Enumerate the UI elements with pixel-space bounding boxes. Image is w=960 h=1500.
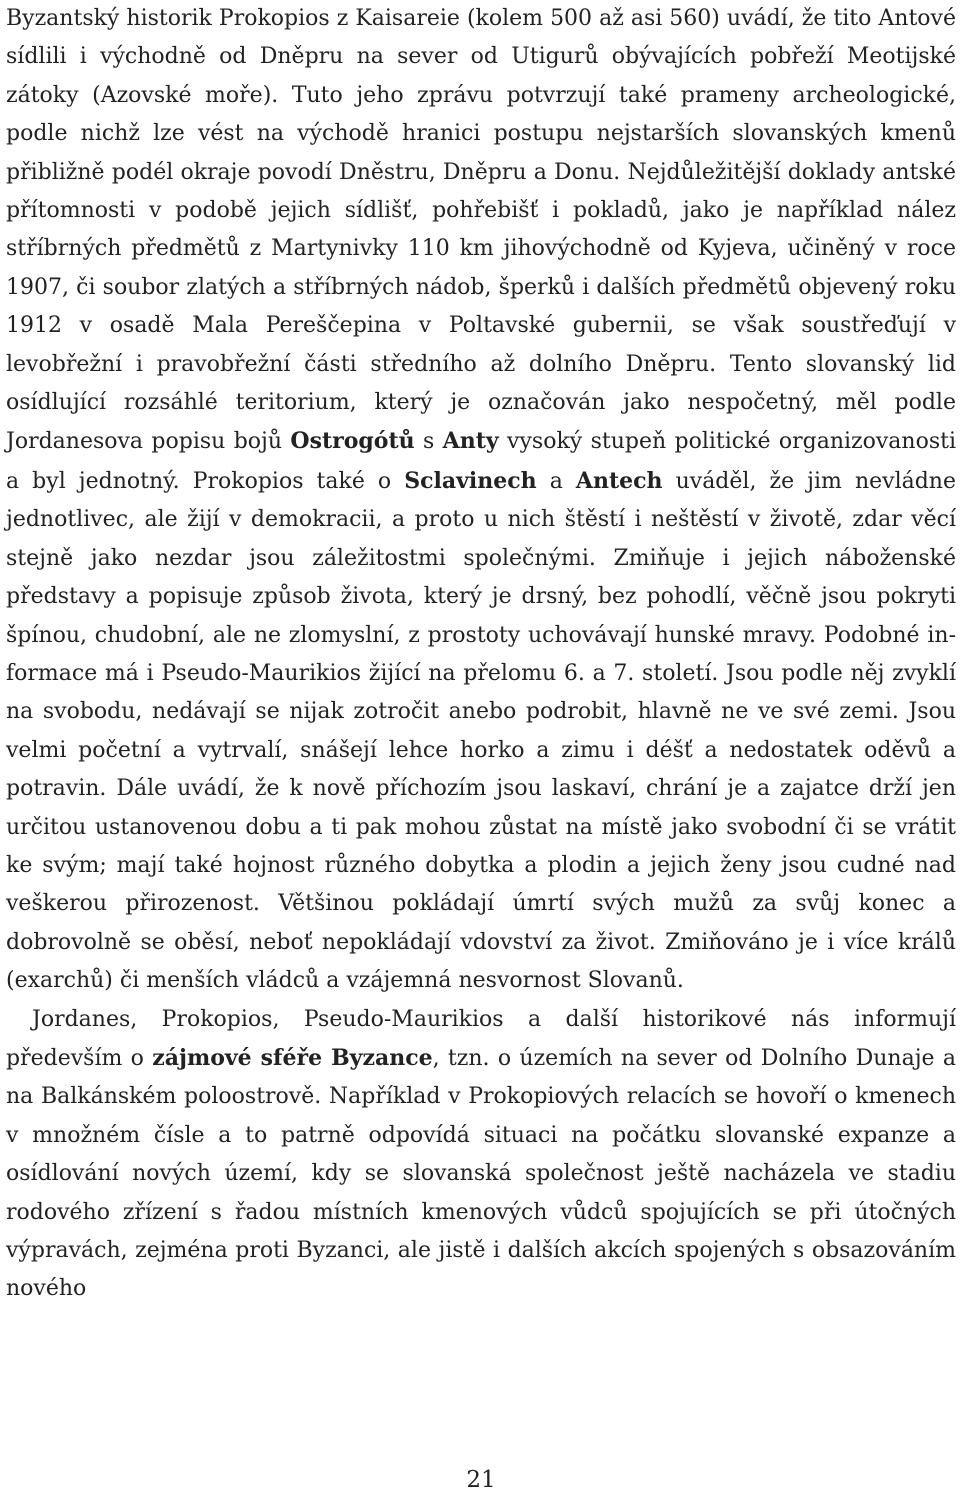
term-ostrogoths: Ostrogótů bbox=[290, 428, 415, 455]
paragraph-2 bbox=[6, 1001, 956, 1309]
text-segment: a bbox=[536, 468, 576, 494]
text-segment: uváděl, že jim nevládne jednotlivec, ale žijí v demokracii, a proto u nich štěstí i neštěstí v životě, zdar věcí stejně jako nezdar jsou záležitostmi společnými. Zmiňuje i jejich náboženské představy a popisuje způsob života, který je drsný, bez pohodlí, věčně jsou pokryti špínou, chudobní, ale ne zlomyslní, z prostoty uchovávají hunské mravy. Podobné informace má i Pseudo-Maurikios žijící na přelomu 6. a 7. století. Jsou podle něj zvyklí na svobodu, nedávají se nijak zotročit anebo podrobit, hlavně ne ve své zemi. Jsou velmi početní a vytrvalí, snášejí lehce horko a zimu i déšť a nedostatek oděvů a potravin. Dále uvádí, že k nově příchozím jsou laskaví, chrání je a zajatce drží jen určitou ustanovenou dobu a ti pak mohou zůstat na místě jako svobodní či se vrátit ke svým; mají také hojnost různého dobytka a plodin a jejich ženy jsou cudné nad veškerou přirozenost. Většinou pokládají úmrtí svých mužů za svůj konec a dobrovolně se oběsí, neboť nepokládají vdovství za život. Zmiňováno je i více králů (exarchů) či menších vládců a vzájemná nesvornost Slovanů. bbox=[6, 468, 956, 994]
term-zajmove-sfere-byzance: zájmové sféře Byzance bbox=[152, 1044, 433, 1071]
text-segment: Jordanes, Prokopios, Pseudo-Maurikios a další historikové nás informují především o bbox=[6, 1006, 956, 1071]
term-anty: Anty bbox=[442, 428, 499, 455]
term-sclavinech: Sclavinech bbox=[404, 467, 537, 494]
term-antech: Antech bbox=[575, 467, 663, 494]
paragraph-1 bbox=[6, 0, 956, 1001]
body-text bbox=[6, 0, 956, 1309]
text-segment: , tzn. o územích na sever od Dolního Dunaje a na Balkánském poloostrově. Například v Prokopiových relacích se hovoří o kmenech v množném čísle a to patrně odpovídá situaci na počátku slovanské expanze a osídlování nových území, kdy se slovanská společnost ještě nacházela ve stadiu rodového zřízení s řadou místních kmenových vůdců spojujících se při útočných výpravách, zejména proti Byzanci, ale jistě i dalších akcích spojených s obsazováním nového bbox=[6, 1045, 956, 1302]
text-segment: Byzantský historik Prokopios z Kaisareie (kolem 500 až asi 560) uvádí, že tito Antové sídlili i východně od Dněpru na sever od Utigurů obývajících pobřeží Meotijské zátoky (Azovské moře). Tuto jeho zprávu potvrzují také prameny archeologické, podle nichž lze vést na východě hranici postupu nejstarších slovanských kmenů přibližně podél okraje povodí Dněstru, Dněpru a Donu. Nejdůležitější doklady antské přítomnosti v podobě jejich sídlišť, pohřebišť i pokladů, jako je například nález stříbrných předmětů z Martynivky 110 km jihovýchodně od Kyjeva, učiněný v roce 1907, či soubor zlatých a stříbrných nádob, šperků i dalších předmětů objevený roku 1912 v osadě Mala Pereščepina v Poltavské gubernii, se však soustřeďují v levobřežní i pravobřežní části středního až dolního Dněpru. Tento slovanský lid osídlující rozsáhlé teritorium, který je označován jako nespočetný, měl podle Jordanesova popisu bojů bbox=[6, 6, 956, 455]
document-page bbox=[6, 0, 956, 1500]
text-segment: vysoký stupeň politické organizovanosti a byl jednotný. Prokopios také o bbox=[6, 429, 956, 494]
page-number: 21 bbox=[466, 1467, 496, 1493]
text-segment: s bbox=[414, 429, 443, 455]
